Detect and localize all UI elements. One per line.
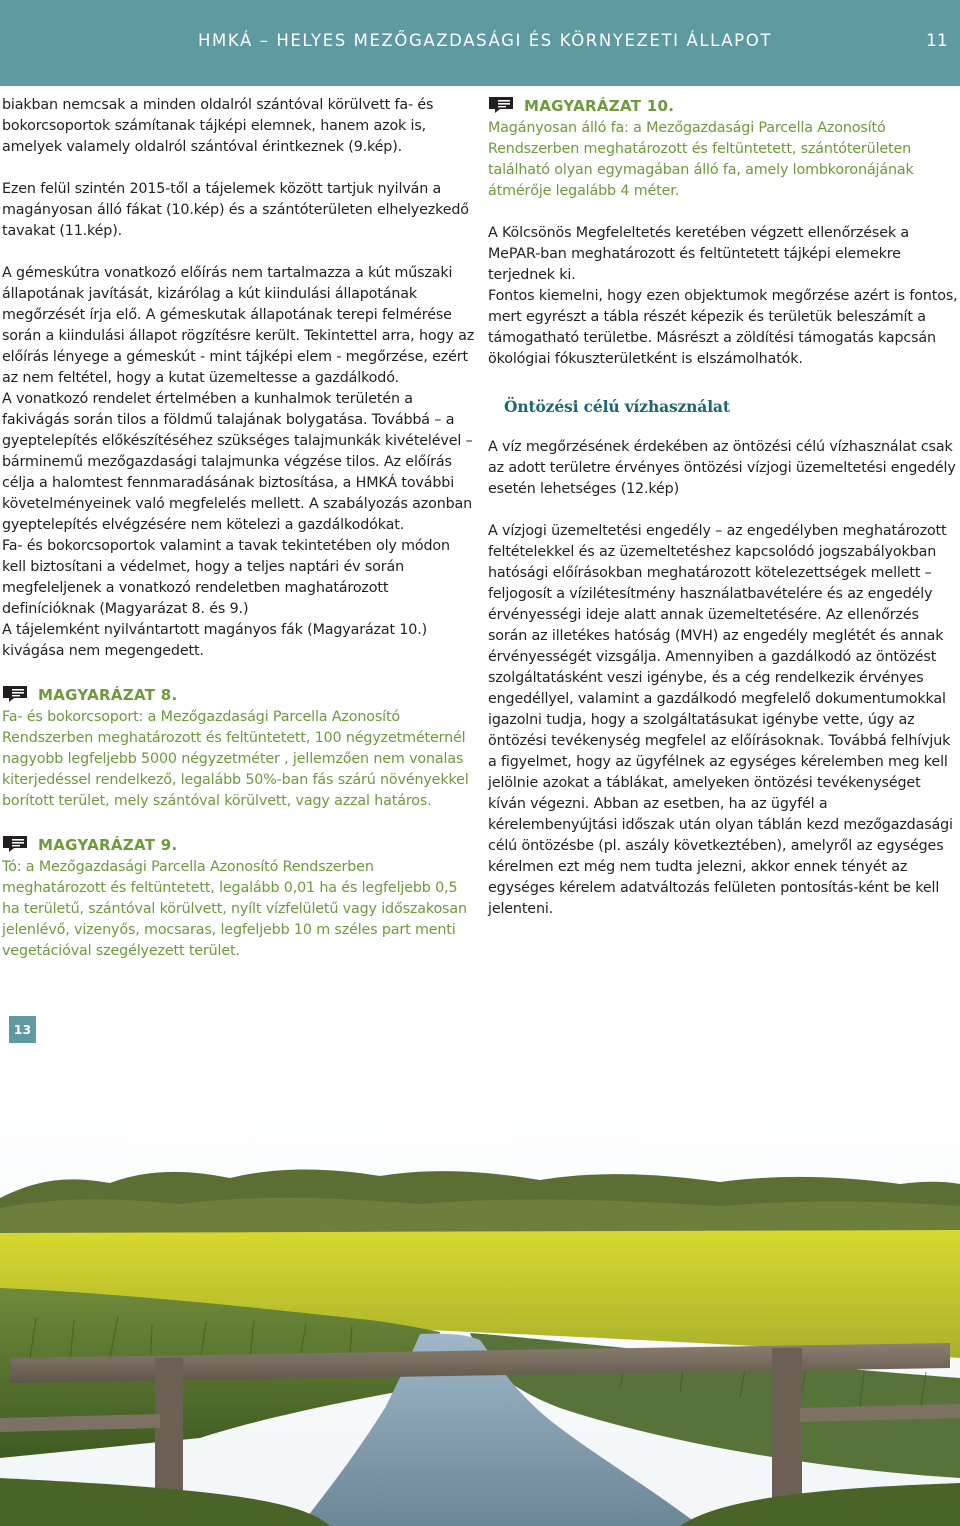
page-number: 11	[926, 31, 948, 51]
explanation-9-title: MAGYARÁZAT 9.	[38, 836, 178, 854]
speech-bubble-icon	[488, 96, 514, 114]
paragraph: A Kölcsönös Megfeleltetés keretében végzett ellenőrzések a MePAR-ban meghatározott és feltüntetett tájképi elemekre terjednek ki.	[488, 225, 909, 283]
figure-number-badge: 13	[9, 1016, 36, 1043]
paragraph: A gémeskútra vonatkozó előírás nem tartalmazza a kút műszaki állapotának javítását, kizárólag a kút kiindulási állapotának megőrzését írja elő. A gémeskutak állapotának terepi felmérése során a kiindulási állapot rögzítésre került. Tekintettel arra, hogy az előírás lényege a gémeskút - mint tájképi elem - megőrzése, ezért az nem feltétel, hogy a kutat üzemeltesse a gazdálkodó.	[2, 265, 475, 386]
explanation-9-heading	[2, 834, 475, 857]
paragraph: Ezen felül szintén 2015-től a tájelemek között tartjuk nyilván a magányosan álló fákat (10.kép) és a szántóterületen elhelyezkedő tavakat (11.kép).	[2, 181, 469, 239]
explanation-8-title: MAGYARÁZAT 8.	[38, 686, 178, 704]
header-title: HMKÁ – HELYES MEZŐGAZDASÁGI ÉS KÖRNYEZETI ÁLLAPOT	[198, 31, 772, 50]
paragraph: Fa- és bokorcsoportok valamint a tavak tekintetében oly módon kell biztosítani a védelmet, hogy a teljes naptári év során megfeleljenek a vonatkozó rendeletben maghatározott definícióknak (Magyarázat 8. és 9.)	[2, 538, 450, 617]
explanation-8-heading	[2, 684, 475, 707]
section-title: Öntözési célú vízhasználat	[504, 397, 730, 416]
explanation-10-text: Magányosan álló fa: a Mezőgazdasági Parcella Azonosító Rendszerben meghatározott és feltüntetett, szántóterületen található olyan egymagában álló fa, amely lombkoronájának átmérője legalább 4 méter.	[488, 120, 914, 199]
landscape-photo	[0, 1058, 960, 1526]
paragraph: biakban nemcsak a minden oldalról szántóval körülvett fa- és bokorcsoportok számítanak tájképi elemnek, hanem azok is, amelyek valamely oldalról szántóval érintkeznek (9.kép).	[2, 97, 434, 155]
speech-bubble-icon	[2, 835, 28, 853]
field-canal-illustration	[0, 1058, 960, 1526]
explanation-10-heading	[488, 95, 958, 118]
explanation-9-text: Tó: a Mezőgazdasági Parcella Azonosító Rendszerben meghatározott és feltüntetett, legalább 0,01 ha és legfeljebb 0,5 ha területű, szántóval körülvett, nyílt vízfelületű vagy időszakosan jelenlévő, vizenyős, mocsaras, legfeljebb 10 m széles part menti vegetációval szegélyezett terület.	[2, 859, 467, 959]
speech-bubble-icon	[2, 685, 28, 703]
paragraph: A víz megőrzésének érdekében az öntözési célú vízhasználat csak az adott területre érvényes öntözési vízjogi üzemeltetési engedély esetén lehetséges (12.kép)	[488, 439, 956, 497]
page-header	[0, 0, 960, 86]
paragraph: A tájelemként nyilvántartott magányos fák (Magyarázat 10.) kivágása nem megengedett.	[2, 622, 428, 659]
paragraph: A vonatkozó rendelet értelmében a kunhalmok területén a fakivágás során tilos a földmű talajának bolygatása. Továbbá – a gyeptelepítés előkészítéséhez szükséges talajmunkák kivételével – bárminemű mezőgazdasági talajmunka végzése tilos. Az előírás célja a halomtest fennmaradásának biztosítása, a HMKÁ további követelményeinek való megfelelés mellett. A szabályozás azonban gyeptelepítés elvégzésére nem kötelezi a gazdálkodókat.	[2, 391, 473, 533]
paragraph: A vízjogi üzemeltetési engedély – az engedélyben meghatározott feltételekkel és az üzemeltetéshez kapcsolódó jogszabályokban hatósági előírásokban meghatározott kötelezettségek mellett – feljogosít a vízilétesítmény használatbavételére és az engedély érvényességi ideje alatt annak üzemeltetésére. Az ellenőrzés során az illetékes hatóság (MVH) az engedély meglétét és annak érvényességét vizsgálja. Amennyiben a gazdálkodó az öntözést szolgáltatásként veszi igénybe, és a cég rendelkezik érvényes engedéllyel, valamint a gazdálkodó megfelelő dokumentumokkal igazolni tudja, hogy a szolgáltatásukat igénybe vette, úgy az öntözési tevékenység megfelel az előírásoknak. Továbbá felhívjuk a figyelmet, hogy az ügyfélnek az egységes kérelemben meg kell jelölnie azokat a táblákat, amelyeken öntözési tevékenységet kíván végezni. Abban az esetben, ha az ügyfél a kérelembenyújtási időszak után olyan táblán kezd mezőgazdasági célú öntözésbe (pl. aszály következtében), amelyről az egységes kérelmen ezt még nem tudta jelezni, akkor ennek tényét az egységes kérelem adatváltozás felületen pontosítás-ként be kell jelenteni.	[488, 523, 953, 917]
right-column	[488, 95, 958, 920]
left-column	[2, 95, 475, 962]
explanation-10-title: MAGYARÁZAT 10.	[524, 97, 675, 115]
paragraph: Fontos kiemelni, hogy ezen objektumok megőrzése azért is fontos, mert egyrészt a tábla részét képezik és területük beleszámít a támogatható területbe. Másrészt a zöldítési támogatás kapcsán ökológiai fókuszterületként is elszámolhatók.	[488, 288, 958, 367]
explanation-8-text: Fa- és bokorcsoport: a Mezőgazdasági Parcella Azonosító Rendszerben meghatározott és feltüntetett, 100 négyzetméternél nagyobb legfeljebb 5000 négyzetméter , jellemzően nem vonalas kiterjedéssel rendelkező, legalább 50%-ban fás szárú növényekkel borított terület, mely szántóval körülvett, vagy azzal határos.	[2, 709, 469, 809]
